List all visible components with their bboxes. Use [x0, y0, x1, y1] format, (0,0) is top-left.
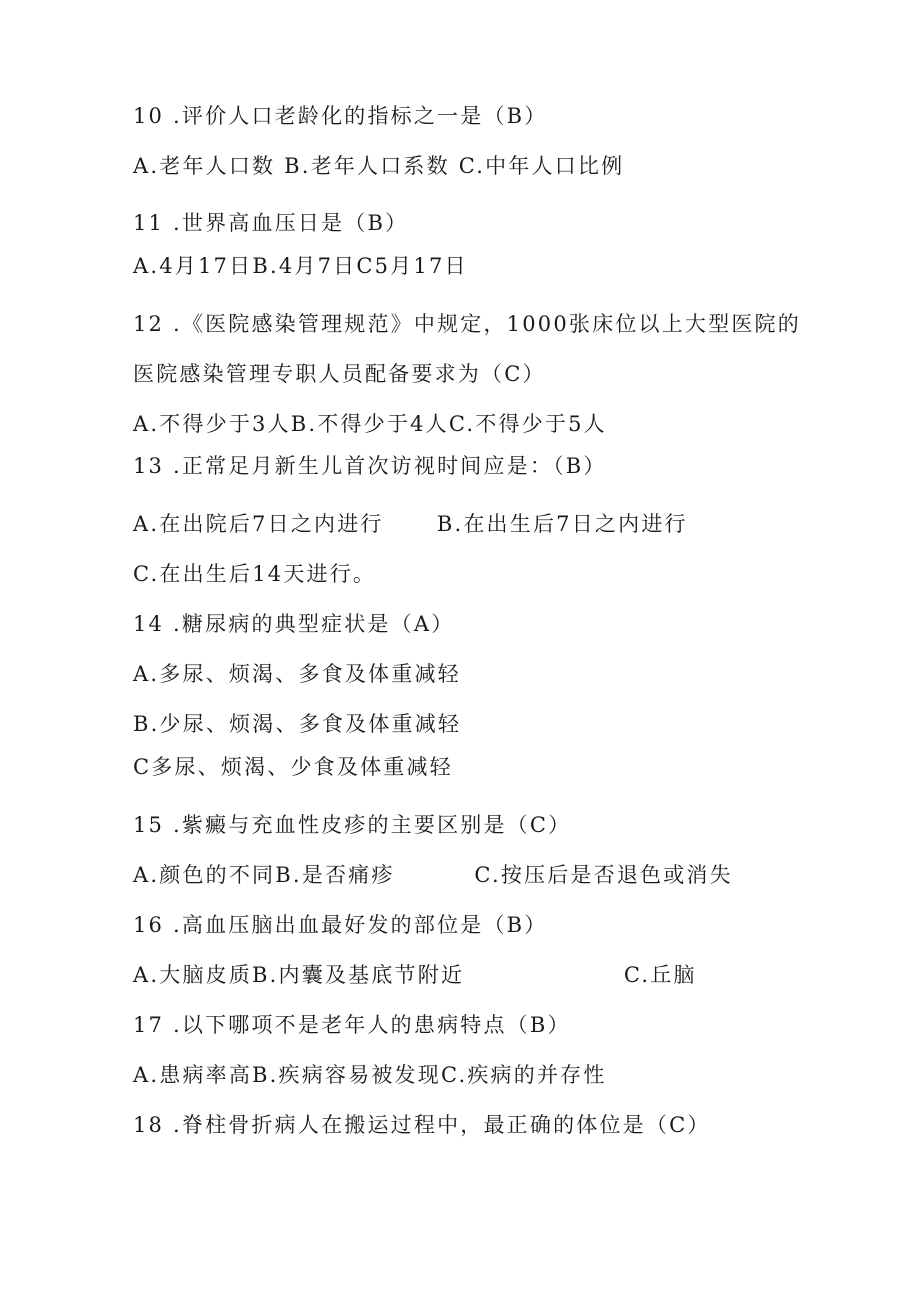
- question-16: 16 .高血压脑出血最好发的部位是（B）: [133, 913, 548, 937]
- question-13-options-ab: A.在出院后7日之内进行 B.在出生后7日之内进行: [133, 512, 688, 536]
- question-18: 18 .脊柱骨折病人在搬运过程中，最正确的体位是（C）: [133, 1113, 711, 1137]
- question-12-options: A.不得少于3人B.不得少于4人C.不得少于5人: [133, 412, 607, 436]
- question-11-options: A.4月17日B.4月7日C5月17日: [133, 254, 468, 278]
- question-10-options: A.老年人口数 B.老年人口系数 C.中年人口比例: [133, 154, 625, 178]
- question-13-option-c: C.在出生后14天进行。: [133, 562, 377, 586]
- question-16-options: A.大脑皮质B.内囊及基底节附近 C.丘脑: [133, 963, 697, 987]
- question-10: 10 .评价人口老龄化的指标之一是（B）: [133, 104, 548, 128]
- question-15: 15 .紫癜与充血性皮疹的主要区别是（C）: [133, 813, 572, 837]
- question-15-options: A.颜色的不同B.是否痛疹 C.按压后是否退色或消失: [133, 863, 733, 887]
- question-14: 14 .糖尿病的典型症状是（A）: [133, 612, 455, 636]
- question-12: 12 .《医院感染管理规范》中规定，1000张床位以上大型医院的: [133, 312, 801, 336]
- question-12-continued: 医院感染管理专职人员配备要求为（C）: [133, 362, 546, 386]
- question-13: 13 .正常足月新生儿首次访视时间应是：（B）: [133, 454, 607, 478]
- question-17: 17 .以下哪项不是老年人的患病特点（B）: [133, 1013, 571, 1037]
- question-14-option-b: B.少尿、烦渴、多食及体重减轻: [133, 712, 462, 736]
- question-17-options: A.患病率高B.疾病容易被发现C.疾病的并存性: [133, 1063, 607, 1087]
- question-14-option-c: C多尿、烦渴、少食及体重减轻: [133, 755, 453, 779]
- question-11: 11 .世界高血压日是（B）: [133, 211, 409, 235]
- question-14-option-a: A.多尿、烦渴、多食及体重减轻: [133, 662, 461, 686]
